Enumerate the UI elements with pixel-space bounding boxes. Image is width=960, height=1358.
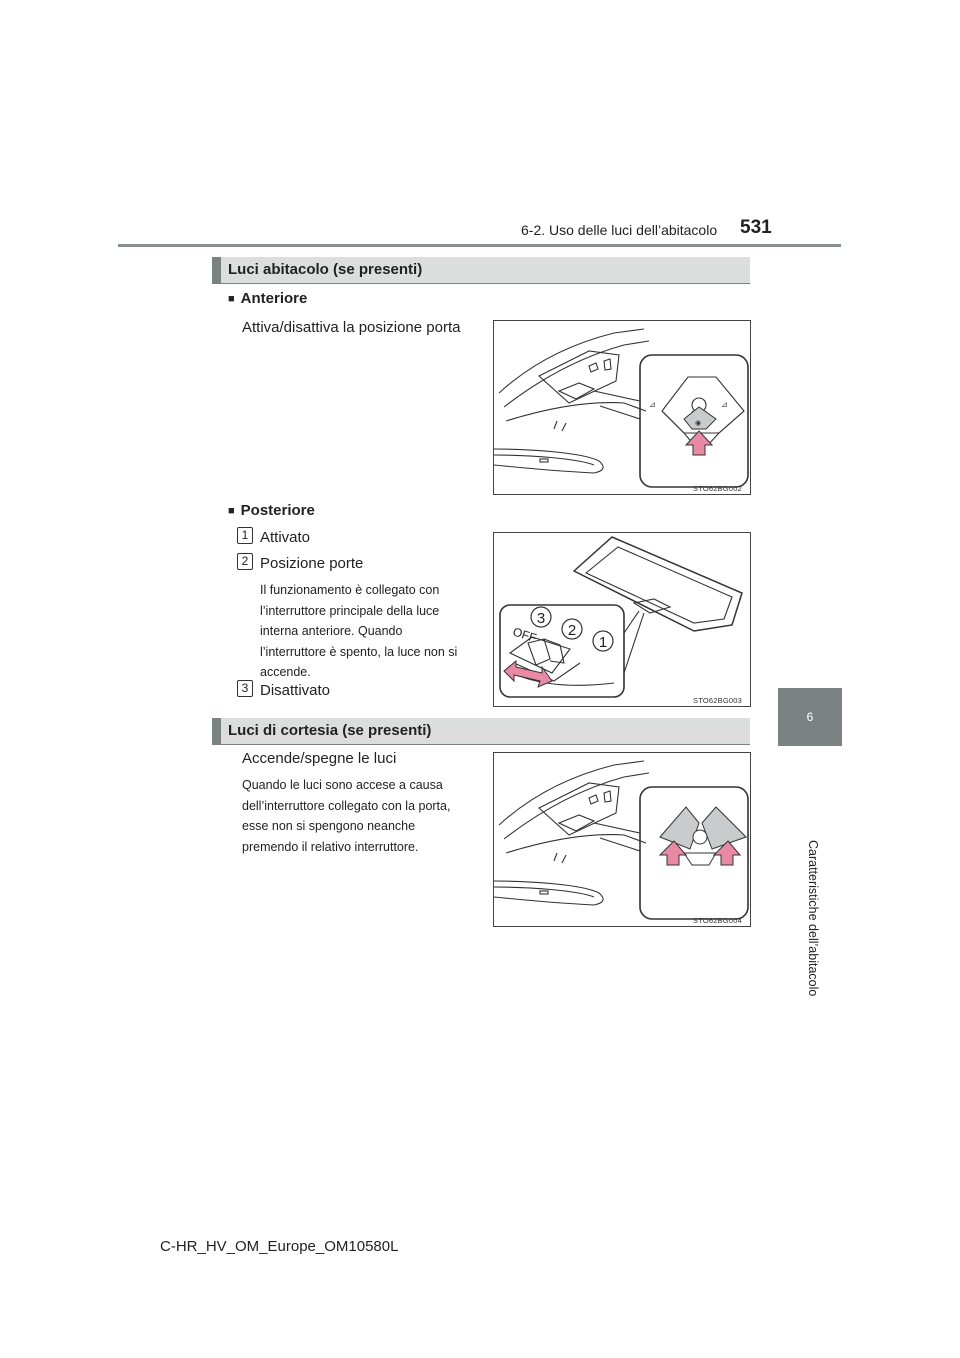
item-label-door-position: Posizione porte <box>260 555 364 572</box>
figure-code: STO62BG002 <box>693 484 742 493</box>
callout-2: 2 <box>567 622 577 639</box>
figure-rear-light <box>493 532 751 707</box>
svg-text:⊿: ⊿ <box>721 400 728 409</box>
item-number-1: 1 <box>237 527 253 544</box>
rear-light-illustration <box>494 533 750 706</box>
chapter-tab <box>778 688 842 746</box>
figure-code: STO62BG003 <box>693 696 742 705</box>
item-number-3: 3 <box>237 680 253 697</box>
item-label-on: Attivato <box>260 529 311 546</box>
svg-text:◉: ◉ <box>695 419 702 427</box>
front-description: Attiva/disattiva la posizione porta <box>242 319 461 336</box>
section-bar-accent <box>212 257 221 283</box>
running-header-section: 6-2. Uso delle luci dell’abitacolo <box>521 222 718 238</box>
figure-code: STO62BG004 <box>693 916 742 925</box>
courtesy-description: Accende/spegne le luci <box>242 750 397 767</box>
item-label-off: Disattivato <box>260 682 331 699</box>
courtesy-note-line: esse non si spengono neanche <box>242 819 416 833</box>
rear-note-line: l’interruttore principale della luce <box>260 603 440 618</box>
section-bar-interior-lights <box>212 257 750 284</box>
callout-3: 3 <box>536 610 546 627</box>
callout-1: 1 <box>598 634 608 651</box>
courtesy-note-line: premendo il relativo interruttore. <box>242 839 419 854</box>
courtesy-note-line: Quando le luci sono accese a causa <box>242 778 443 792</box>
page-number: 531 <box>740 217 772 238</box>
subheading-rear: ■ Posteriore <box>228 502 315 519</box>
chapter-number: 6 <box>806 710 814 724</box>
subheading-front: ■ Anteriore <box>228 290 307 307</box>
courtesy-note <box>242 775 478 857</box>
document-id-footer: C-HR_HV_OM_Europe_OM10580L <box>160 1238 399 1255</box>
rear-note <box>260 580 478 683</box>
off-label: OFF <box>511 624 539 646</box>
courtesy-light-illustration <box>494 753 750 926</box>
rear-note-line: l’interruttore è spento, la luce non si <box>260 644 458 659</box>
section-title: Luci di cortesia (se presenti) <box>228 722 432 739</box>
header-rule <box>118 244 841 247</box>
section-bar-accent <box>212 718 221 744</box>
figure-courtesy-light <box>493 752 751 927</box>
section-bar-courtesy-lights <box>212 718 750 745</box>
section-title: Luci abitacolo (se presenti) <box>228 261 423 278</box>
front-light-illustration <box>494 321 750 494</box>
rear-note-line: accende. <box>260 665 311 679</box>
rear-note-line-text: interna anteriore. Quando <box>260 624 403 638</box>
rear-note-line: Il funzionamento è collegato con <box>260 583 440 597</box>
rear-note-line <box>260 621 478 642</box>
chapter-title-vertical: Caratteristiche dell’abitacolo <box>806 840 820 997</box>
courtesy-note-line: dell’interruttore collegato con la porta, <box>242 798 451 813</box>
svg-text:⊿: ⊿ <box>649 400 656 409</box>
figure-front-light <box>493 320 751 495</box>
item-number-2: 2 <box>237 553 253 570</box>
